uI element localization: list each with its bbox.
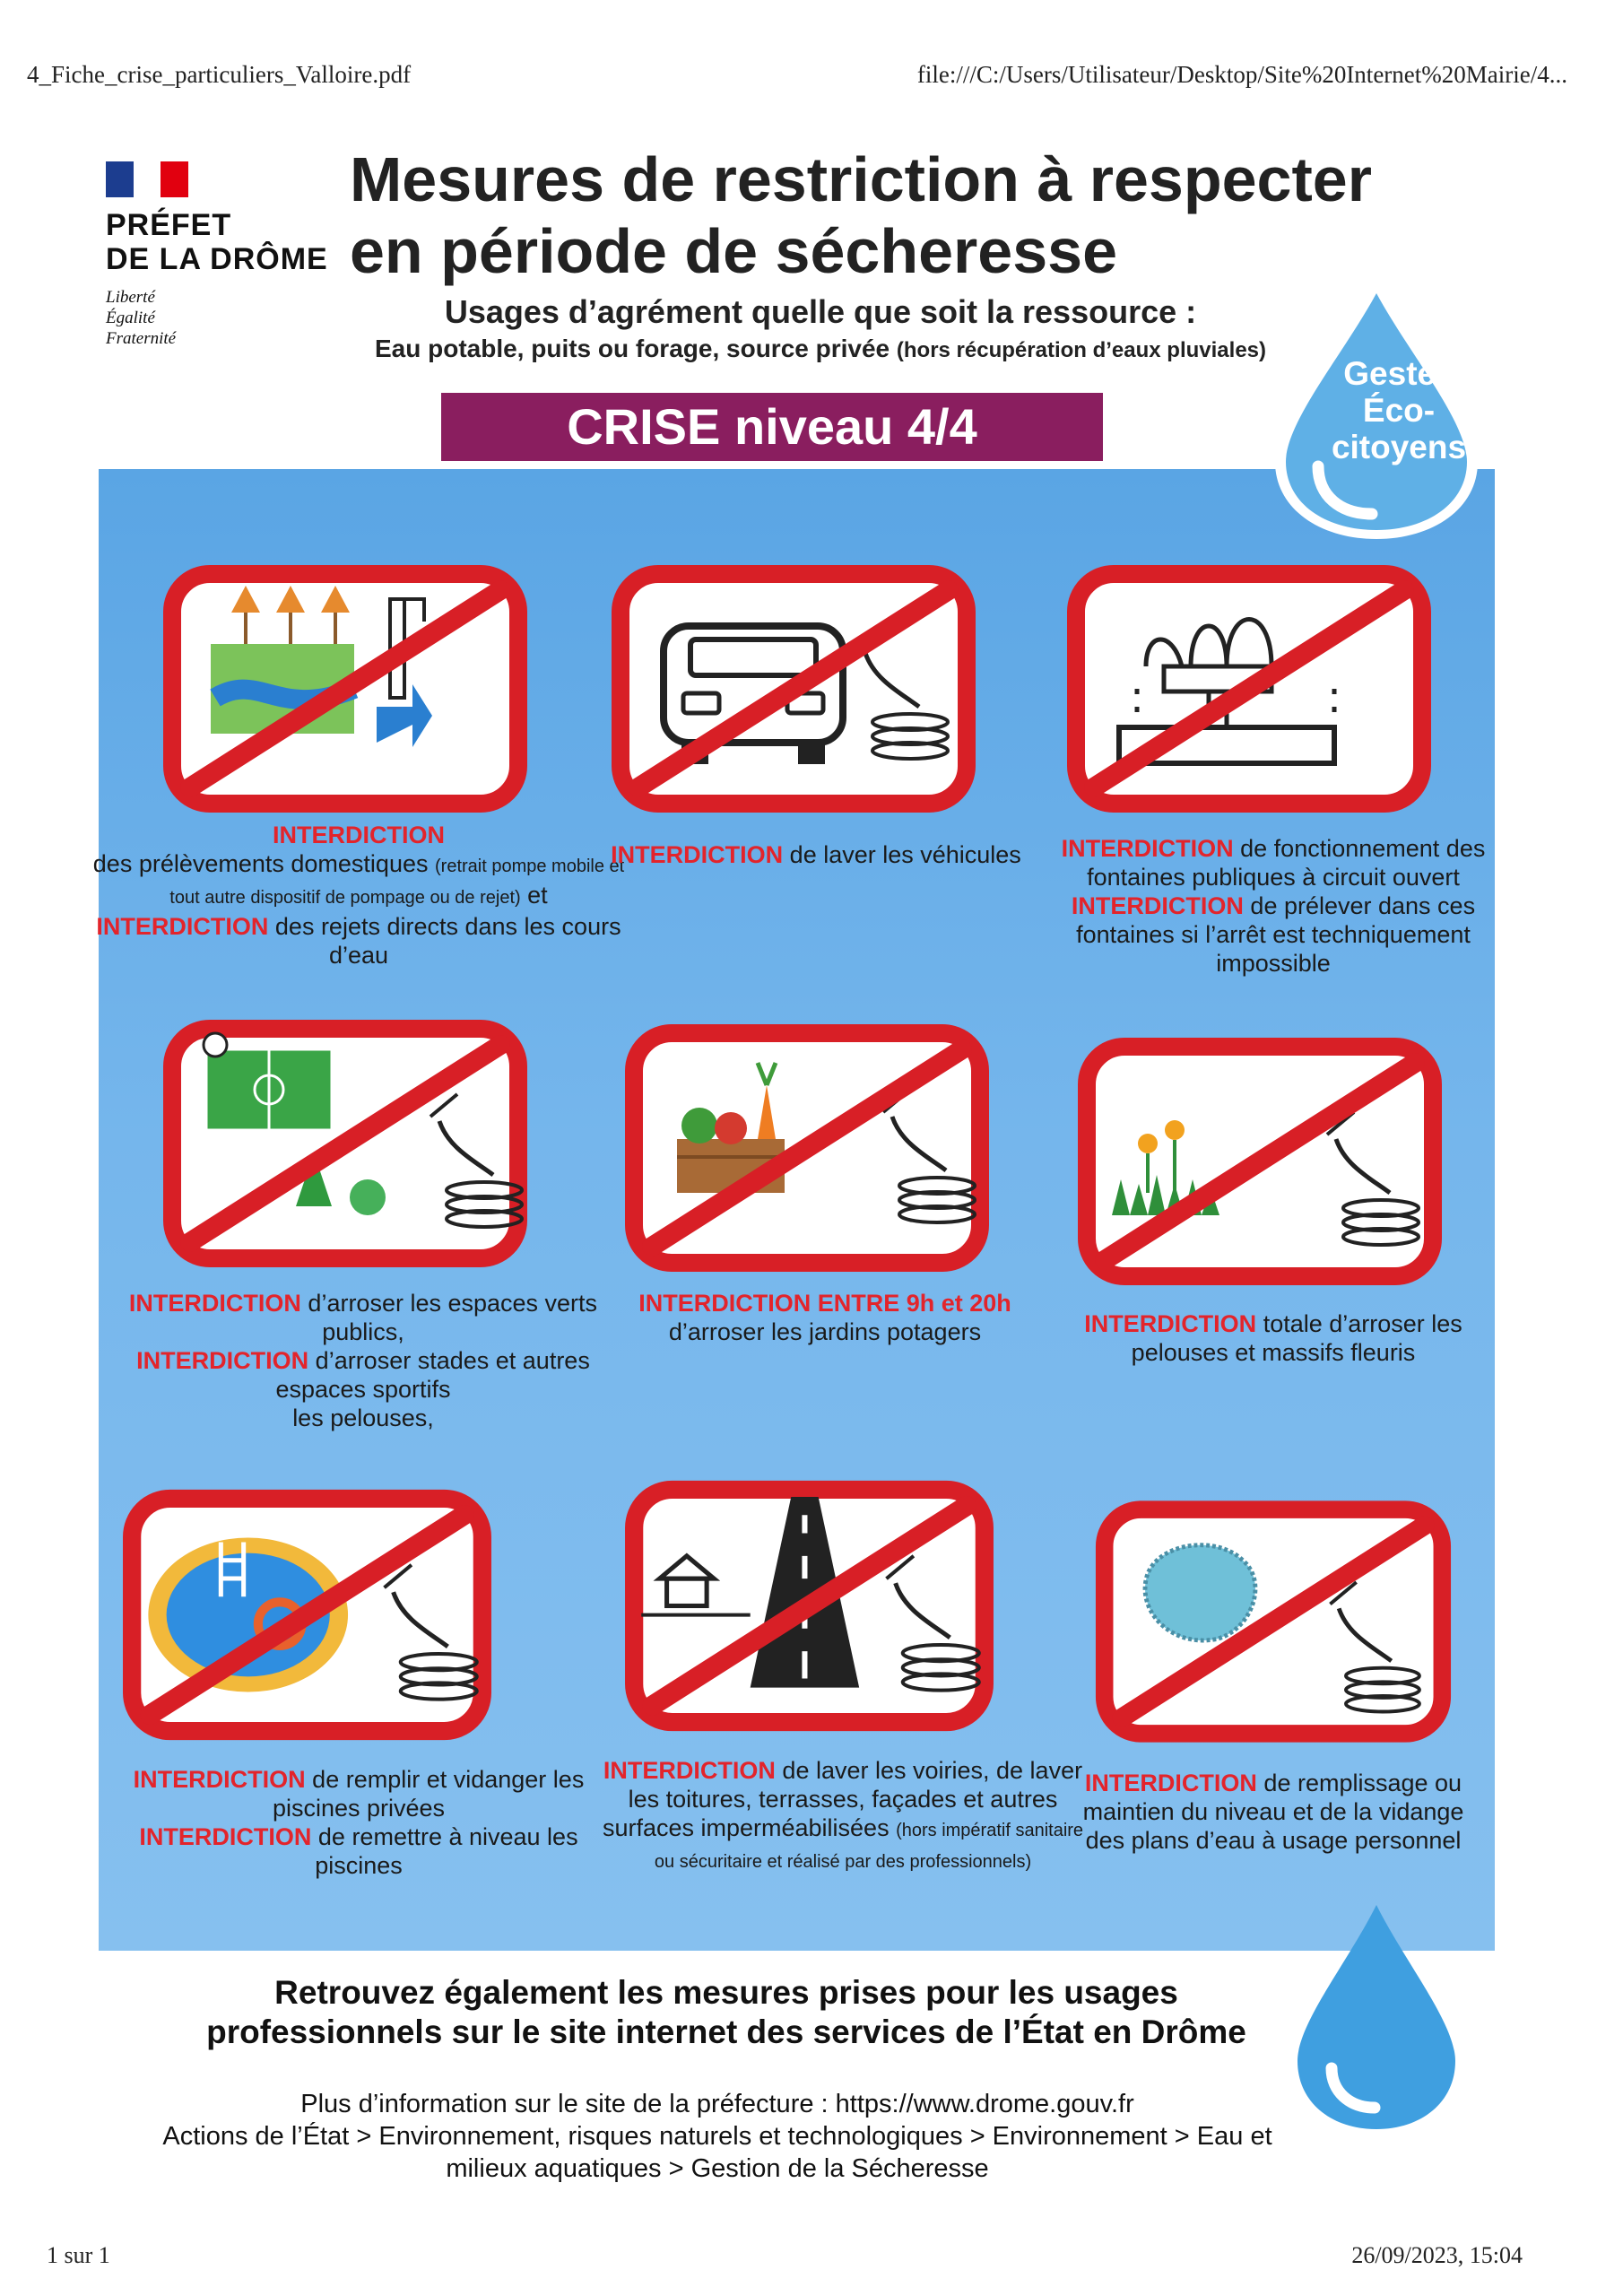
caption-text: de remplissage ou maintien du niveau et de la vidange des plans d’eau à usage personnel (1082, 1770, 1464, 1854)
interdiction-label: INTERDICTION (273, 822, 445, 848)
interdiction-label: INTERDICTION (1084, 1310, 1257, 1337)
info-line2: Actions de l’État > Environnement, risques naturels et technologiques > Environnement > Eau et (162, 2122, 1272, 2151)
caption-text: de laver les véhicules (783, 841, 1021, 868)
car-washing-icon (610, 563, 977, 814)
vegetable-garden-icon (623, 1022, 991, 1274)
restriction-caption (592, 1756, 1094, 1876)
interdiction-label: INTERDICTION (603, 1757, 776, 1784)
caption-text: et (520, 882, 548, 909)
interdiction-label: INTERDICTION (1071, 892, 1244, 919)
caption-text: de remettre à niveau les piscines (311, 1823, 578, 1879)
fountain-icon (1065, 563, 1433, 814)
interdiction-label: INTERDICTION (96, 913, 269, 940)
subtitle-line2-note: (hors récupération d’eaux pluviales) (896, 338, 1267, 362)
caption-text: de remplir et vidanger les piscines privées (272, 1766, 585, 1822)
caption-text: de fonctionnement des fontaines publiques à circuit ouvert (1087, 835, 1486, 891)
print-header-filename: 4_Fiche_crise_particuliers_Valloire.pdf (27, 61, 412, 88)
logo-name-line2: DE LA DRÔME (106, 242, 328, 276)
interdiction-label: INTERDICTION (128, 1290, 301, 1317)
lawn-flowers-icon (1076, 1036, 1444, 1287)
caption-text: les pelouses, (292, 1405, 434, 1431)
subtitle-line1: Usages d’agrément quelle que soit la ressource : (444, 293, 1197, 330)
interdiction-label: INTERDICTION (611, 841, 784, 868)
interdiction-label: INTERDICTION (1084, 1770, 1257, 1796)
caption-text: d’arroser stades et autres espaces sportifs (275, 1347, 590, 1403)
caption-text: de prélever dans ces fontaines si l’arrêt est techniquement impossible (1076, 892, 1476, 977)
pond-icon (1094, 1496, 1453, 1747)
restriction-caption (108, 1289, 619, 1432)
professional-usage-note (108, 1973, 1345, 2052)
badge-text (1309, 355, 1488, 465)
restriction-caption (108, 1765, 610, 1880)
badge-line1: Gestes (1343, 355, 1454, 392)
caption-text: (hors impératif sanitaire ou sécuritaire et réalisé par des professionnels) (654, 1821, 1084, 1872)
interdiction-label: INTERDICTION (136, 1347, 309, 1374)
retrouvez-line1: Retrouvez également les mesures prises pour les usages (274, 1974, 1178, 2011)
print-header-path: file:///C:/Users/Utilisateur/Desktop/Site%20Internet%20Mairie/4... (916, 61, 1567, 88)
swimming-pool-icon (121, 1487, 493, 1743)
title-line2: en période de sécheresse (350, 216, 1117, 286)
caption-text: d’arroser les espaces verts publics, (300, 1290, 598, 1345)
crise-banner: CRISE niveau 4/4 (441, 393, 1103, 461)
caption-text: de laver les voiries, de laver les toitures, terrasses, façades et autres surfaces imperméabilisées (602, 1757, 1083, 1841)
caption-text: des prélèvements domestiques (92, 850, 435, 877)
motto-liberte: Liberté (106, 288, 155, 307)
caption-text: totale d’arroser les pelouses et massifs fleuris (1131, 1310, 1462, 1366)
badge-line3: citoyens (1331, 429, 1467, 465)
road-cleaning-icon (623, 1478, 995, 1734)
restriction-caption (1076, 1309, 1471, 1367)
print-footer-page: 1 sur 1 (47, 2242, 110, 2268)
river-water-withdrawal-icon (161, 563, 529, 814)
marianne-flag-icon (106, 161, 188, 197)
title-line1: Mesures de restriction à respecter (350, 144, 1372, 214)
restriction-caption (1049, 834, 1497, 978)
water-drop-icon (1287, 1900, 1466, 2133)
caption-text: d’arroser les jardins potagers (668, 1318, 982, 1345)
more-info (72, 2088, 1363, 2185)
page-title (350, 144, 1480, 287)
motto-egalite: Égalité (106, 309, 155, 327)
motto-fraternite: Fraternité (106, 329, 177, 348)
logo-name-line1: PRÉFET (106, 208, 232, 242)
interdiction-label: INTERDICTION (133, 1766, 306, 1793)
info-line3: milieux aquatiques > Gestion de la Sécheresse (446, 2154, 989, 2183)
restriction-caption (90, 821, 628, 970)
interdiction-label: INTERDICTION (139, 1823, 312, 1850)
caption-text: (retrait pompe mobile et tout autre dispositif de pompage ou de rejet) (169, 857, 625, 908)
restriction-caption (1076, 1769, 1471, 1855)
subtitle-line2 (269, 335, 1372, 363)
badge-line2: Éco- (1362, 392, 1436, 429)
retrouvez-line2: professionnels sur le site internet des services de l’État en Drôme (206, 2013, 1246, 2050)
restriction-caption (592, 1289, 1058, 1346)
restriction-caption (574, 840, 1058, 869)
caption-text: des rejets directs dans les cours d’eau (268, 913, 621, 969)
interdiction-label: INTERDICTION ENTRE 9h et 20h (638, 1290, 1011, 1317)
stadium-watering-icon (161, 1018, 529, 1269)
print-footer-datetime: 26/09/2023, 15:04 (1351, 2242, 1523, 2268)
interdiction-label: INTERDICTION (1061, 835, 1234, 862)
info-line1: Plus d’information sur le site de la préfecture : https://www.drome.gouv.fr (300, 2090, 1134, 2118)
subtitle-line2-main: Eau potable, puits ou forage, source privée (374, 335, 890, 362)
